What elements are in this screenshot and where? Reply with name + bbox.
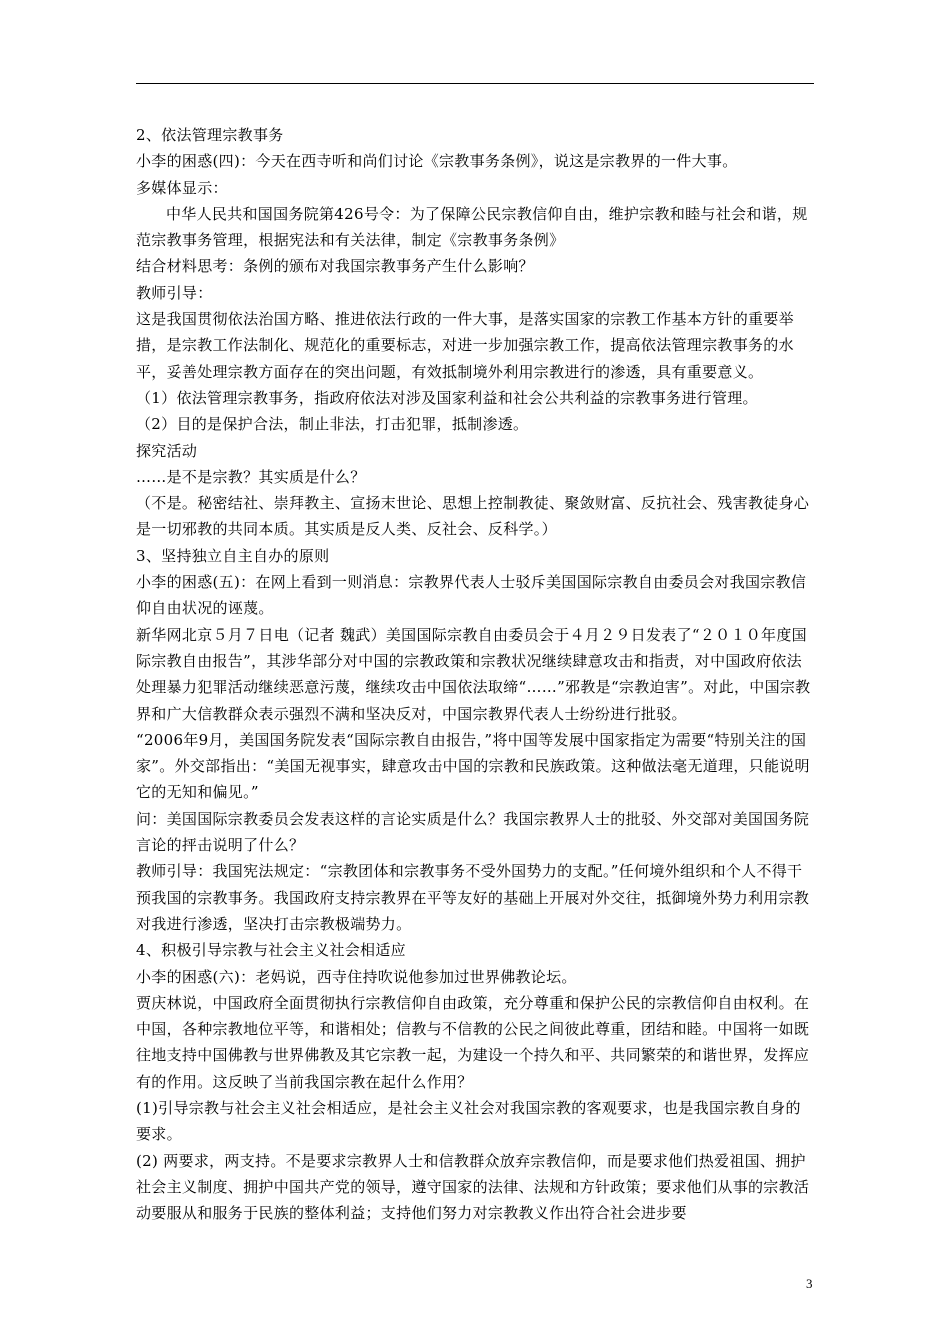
section-heading-2: 2、依法管理宗教事务 [136, 126, 284, 144]
case-paragraph: 小李的困惑(四)：今天在西寺听和尚们讨论《宗教事务条例》，说这是宗教界的一件大事。 [136, 152, 738, 171]
question-paragraph: 问：美国国际宗教委员会发表这样的言论实质是什么？我国宗教界人士的批驳、外交部对美国国务院言论的抨击说明了什么？ [136, 809, 810, 855]
point-paragraph: （2）目的是保护合法，制止非法，打击犯罪，抵制渗透。 [136, 415, 529, 434]
news-paragraph: “2006年9月，美国国务院发表“国际宗教自由报告，”将中国等发展中国家指定为需要“特别关注的国家”。外交部指出：“美国无视事实，肆意攻击中国的宗教和民族政策。这种做法毫无道理，只能说明它的无知和偏见。” [136, 730, 810, 802]
paragraph: 这是我国贯彻依法治国方略、推进依法行政的一件大事，是落实国家的宗教工作基本方针的重要举措，是宗教工作法制化、规范化的重要标志，对进一步加强宗教工作，提高依法管理宗教事务的水平，妥善处理宗教方面存在的突出问题，有效抵制境外利用宗教进行的渗透，具有重要意义。 [136, 310, 794, 381]
news-paragraph: 新华网北京５月７日电（记者 魏武）美国国际宗教自由委员会于４月２９日发表了“２０１０年度国际宗教自由报告”，其涉华部分对中国的宗教政策和宗教状况继续肆意攻击和指责，对中国政府依法处理暴力犯罪活动继续恶意污蔑，继续攻击中国依法取缔“……”邪教是“宗教迫害”。对此，中国宗教界和广大信教群众表示强烈不满和坚决反对，中国宗教界代表人士纷纷进行批驳。 [136, 625, 811, 723]
document-body [136, 122, 816, 1226]
paragraph: 多媒体显示： [136, 178, 228, 197]
question-paragraph: 结合材料思考：条例的颁布对我国宗教事务产生什么影响？ [136, 257, 534, 276]
case-paragraph: 小李的困惑(五)：在网上看到一则消息：宗教界代表人士驳斥美国国际宗教自由委员会对我国宗教信仰自由状况的诬蔑。 [136, 573, 807, 618]
question-paragraph: ……是不是宗教？其实质是什么？ [136, 467, 366, 486]
point-paragraph: (2) 两要求，两支持。不是要求宗教界人士和信教群众放弃宗教信仰，而是要求他们热爱祖国、拥护社会主义制度、拥护中国共产党的领导，遵守国家的法律、法规和方针政策；要求他们从事的宗教活动要服从和服务于民族的整体利益；支持他们努力对宗教教义作出符合社会进步要 [136, 1151, 810, 1223]
case-paragraph: 小李的困惑(六)：老妈说，西寺住持吹说他参加过世界佛教论坛。 [136, 967, 577, 986]
answer-paragraph: （不是。秘密结社、崇拜教主、宣扬末世论、思想上控制教徒、聚敛财富、反抗社会、残害教徒身心是一切邪教的共同本质。其实质是反人类、反社会、反科学。） [136, 494, 810, 539]
header-rule [136, 83, 814, 84]
material-paragraph: 中华人民共和国国务院第426号令：为了保障公民宗教信仰自由，维护宗教和睦与社会和谐，规范宗教事务管理，根据宪法和有关法律，制定《宗教事务条例》 [136, 204, 808, 250]
point-paragraph: (1)引导宗教与社会主义社会相适应，是社会主义社会对我国宗教的客观要求，也是我国宗教自身的要求。 [136, 1098, 801, 1144]
teacher-guide-label: 教师引导： [136, 283, 213, 302]
section-heading-3: 3、坚持独立自主自办的原则 [136, 546, 330, 565]
activity-heading: 探究活动 [136, 441, 198, 460]
page-number: 3 [806, 1276, 813, 1291]
section-heading-4: 4、积极引导宗教与社会主义社会相适应 [136, 941, 406, 960]
teacher-guide-paragraph: 教师引导：我国宪法规定：“宗教团体和宗教事务不受外国势力的支配。”任何境外组织和个人不得干预我国的宗教事务。我国政府支持宗教界在平等友好的基础上开展对外交往，抵御境外势力利用宗教对我进行渗透，坚决打击宗教极端势力。 [136, 862, 810, 933]
paragraph: 贾庆林说，中国政府全面贯彻执行宗教信仰自由政策，充分尊重和保护公民的宗教信仰自由权利。在中国，各种宗教地位平等，和谐相处；信教与不信教的公民之间彼此尊重，团结和睦。中国将一如既往地支持中国佛教与世界佛教及其它宗教一起，为建设一个持久和平、共同繁荣的和谐世界，发挥应有的作用。这反映了当前我国宗教在起什么作用？ [136, 993, 810, 1091]
point-paragraph: （1）依法管理宗教事务，指政府依法对涉及国家利益和社会公共利益的宗教事务进行管理。 [136, 388, 758, 407]
